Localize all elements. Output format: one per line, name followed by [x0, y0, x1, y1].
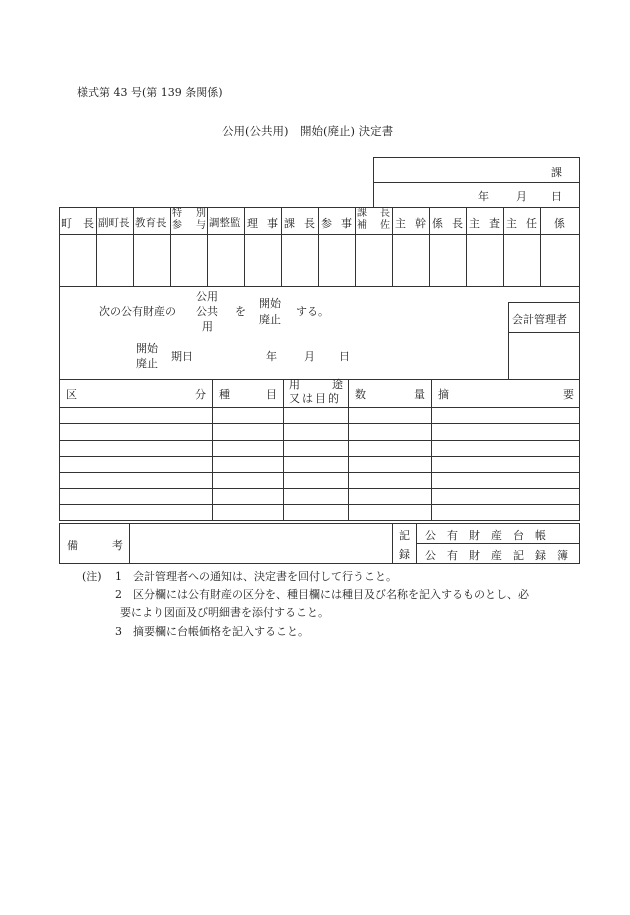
date-option-start: 開始: [136, 342, 158, 355]
note-3: 3 摘要欄に台帳価格を記入すること。: [115, 625, 309, 638]
ledger-public-property: 公 有 財 産 台 帳: [425, 529, 546, 542]
remarks-label: 備 考: [67, 539, 123, 552]
header-month: 月: [516, 190, 527, 203]
date-option-end: 廃止: [136, 357, 158, 370]
date-day: 日: [339, 350, 350, 363]
header-year: 年: [478, 190, 489, 203]
approver-inspector: 主 査: [469, 217, 500, 230]
option-use-suffix: 用: [202, 320, 213, 333]
approver-section-chief: 課 長: [284, 217, 315, 230]
header-youto: 用 途 又は目的: [289, 378, 343, 405]
approver-special-advisor: 特 別 参 与: [172, 208, 206, 231]
header-day: 日: [551, 190, 562, 203]
approver-assistant-chief: 課 長 補 佐: [357, 208, 390, 231]
option-end: 廃止: [259, 313, 281, 326]
approver-chief: 町 長: [61, 217, 94, 230]
form-number: 様式第 43 号(第 139 条関係): [77, 86, 223, 99]
note-2-continued: 要により図面及び明細書を添付すること。: [120, 606, 329, 619]
date-year: 年: [266, 350, 277, 363]
approver-councilor: 参 事: [321, 217, 352, 230]
decision-prefix: 次の公有財産の: [99, 305, 176, 318]
notes-head: (注): [82, 570, 102, 583]
header-shumoku: 種 目: [219, 388, 277, 401]
header-kubun: 区 分: [66, 388, 206, 401]
ledger-property-record: 公 有 財 産 記 録 簿: [425, 549, 568, 562]
record-char-1: 記: [399, 529, 410, 542]
approver-staff: 係: [554, 217, 565, 230]
particle-wo: を: [235, 305, 246, 318]
note-1: 1 会計管理者への通知は、決定書を回付して行うこと。: [115, 570, 397, 583]
date-month: 月: [304, 350, 315, 363]
header-tekiyo: 摘 要: [438, 388, 574, 401]
accounting-manager-label: 会計管理者: [512, 313, 567, 326]
approver-education: 教育長: [135, 217, 167, 229]
approver-manager: 主 幹: [395, 217, 426, 230]
approver-deputy: 副町長: [98, 217, 130, 229]
header-suryo: 数 量: [355, 388, 425, 401]
document-title: 公用(公共用) 開始(廃止) 決定書: [222, 124, 394, 138]
date-label: 期日: [171, 350, 193, 363]
section-label: 課: [551, 166, 562, 179]
decision-suffix: する。: [296, 305, 329, 318]
note-2: 2 区分欄には公有財産の区分を、種目欄には種目及び名称を記入するものとし、必: [115, 588, 529, 601]
approver-director: 理 事: [247, 217, 278, 230]
option-public-common: 公共: [196, 305, 218, 318]
approver-unit-chief: 係 長: [432, 217, 463, 230]
option-public-use: 公用: [196, 290, 218, 303]
approver-senior-staff: 主 任: [506, 217, 537, 230]
option-start: 開始: [259, 297, 281, 310]
approver-coordinator: 調整監: [209, 217, 241, 229]
record-char-2: 録: [399, 548, 410, 561]
